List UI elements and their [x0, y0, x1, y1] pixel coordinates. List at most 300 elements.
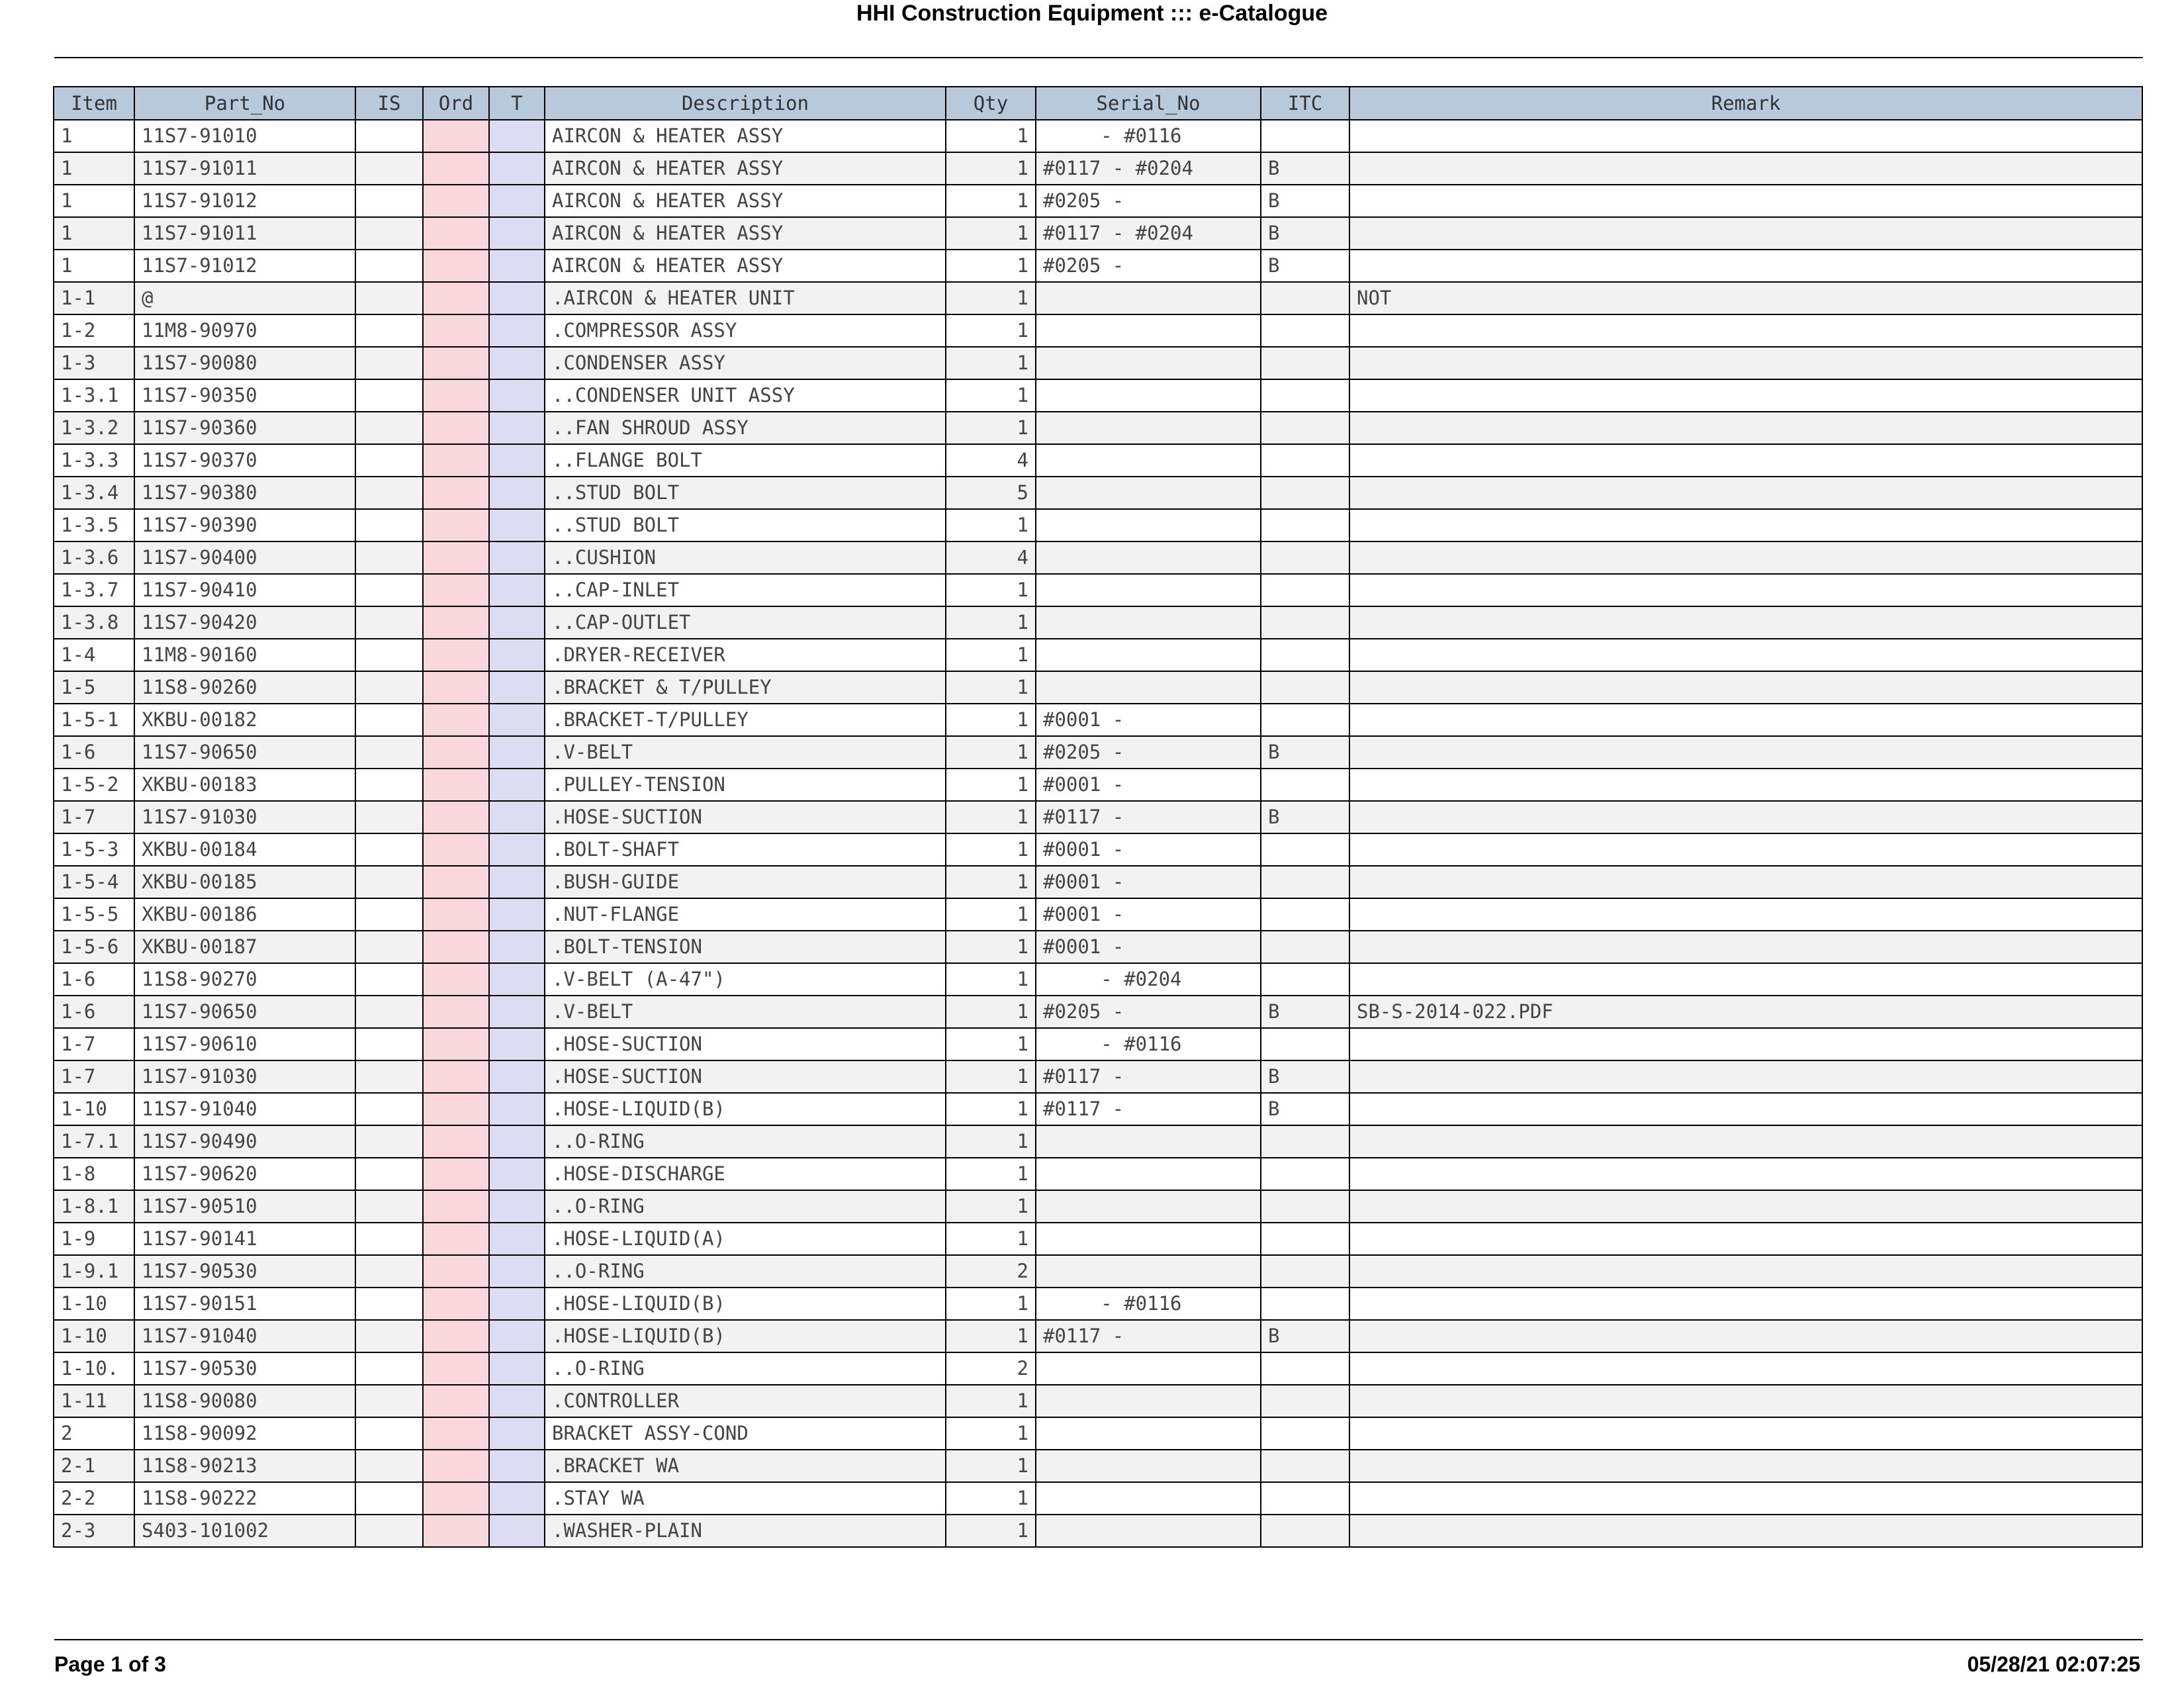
cell-serial	[1036, 606, 1261, 639]
table-row[interactable]	[54, 931, 2142, 963]
cell-item: 1-3.5	[54, 509, 134, 541]
table-row[interactable]	[54, 1320, 2142, 1352]
cell-desc: ..STUD BOLT	[545, 509, 946, 541]
cell-ord	[423, 1450, 489, 1482]
column-header-t[interactable]: T	[489, 87, 545, 120]
column-header-item[interactable]: Item	[54, 87, 134, 120]
cell-t	[489, 1385, 545, 1417]
table-row[interactable]	[54, 996, 2142, 1028]
cell-is	[355, 379, 423, 412]
cell-t	[489, 412, 545, 444]
cell-qty: 1	[946, 704, 1036, 736]
cell-desc: .HOSE-SUCTION	[545, 801, 946, 833]
cell-part: 11S7-90620	[134, 1158, 355, 1190]
cell-remark	[1349, 250, 2142, 282]
cell-item: 1-2	[54, 314, 134, 347]
cell-remark	[1349, 1190, 2142, 1223]
table-row[interactable]	[54, 606, 2142, 639]
cell-item: 2-2	[54, 1482, 134, 1515]
cell-t	[489, 444, 545, 477]
cell-ord	[423, 1028, 489, 1060]
cell-t	[489, 120, 545, 152]
cell-part: XKBU-00182	[134, 704, 355, 736]
cell-desc: .CONTROLLER	[545, 1385, 946, 1417]
column-header-description[interactable]: Description	[545, 87, 946, 120]
cell-ord	[423, 1190, 489, 1223]
cell-t	[489, 1125, 545, 1158]
cell-qty: 1	[946, 1093, 1036, 1125]
cell-itc	[1261, 1190, 1349, 1223]
cell-item: 1-3.3	[54, 444, 134, 477]
table-row[interactable]	[54, 412, 2142, 444]
cell-is	[355, 963, 423, 996]
cell-serial	[1036, 412, 1261, 444]
table-row[interactable]	[54, 1515, 2142, 1547]
cell-part: XKBU-00187	[134, 931, 355, 963]
cell-ord	[423, 314, 489, 347]
cell-part: XKBU-00186	[134, 898, 355, 931]
cell-desc: ..FAN SHROUD ASSY	[545, 412, 946, 444]
cell-part: 11S7-91011	[134, 152, 355, 185]
table-row[interactable]	[54, 1093, 2142, 1125]
cell-is	[355, 1450, 423, 1482]
cell-remark	[1349, 1515, 2142, 1547]
cell-itc	[1261, 1352, 1349, 1385]
table-row[interactable]	[54, 769, 2142, 801]
cell-itc	[1261, 639, 1349, 671]
table-row[interactable]	[54, 1482, 2142, 1515]
cell-desc: .AIRCON & HEATER UNIT	[545, 282, 946, 314]
cell-item: 1-10	[54, 1320, 134, 1352]
cell-qty: 1	[946, 152, 1036, 185]
cell-part: 11S7-90350	[134, 379, 355, 412]
table-row[interactable]	[54, 1060, 2142, 1093]
cell-item: 1-3.2	[54, 412, 134, 444]
cell-qty: 1	[946, 1190, 1036, 1223]
cell-desc: .BRACKET & T/PULLEY	[545, 671, 946, 704]
cell-serial: - #0116	[1036, 1288, 1261, 1320]
cell-remark	[1349, 1320, 2142, 1352]
cell-ord	[423, 509, 489, 541]
cell-remark	[1349, 541, 2142, 574]
cell-ord	[423, 412, 489, 444]
cell-serial	[1036, 1450, 1261, 1482]
footer-divider	[54, 1639, 2143, 1640]
cell-part: 11S7-90650	[134, 736, 355, 769]
cell-desc: .HOSE-LIQUID(B)	[545, 1320, 946, 1352]
cell-remark	[1349, 347, 2142, 379]
table-row[interactable]	[54, 250, 2142, 282]
cell-serial: #0117 - #0204	[1036, 217, 1261, 250]
column-header-serial-no[interactable]: Serial_No	[1036, 87, 1261, 120]
parts-table	[53, 86, 2143, 1548]
table-row[interactable]	[54, 541, 2142, 574]
cell-remark	[1349, 120, 2142, 152]
cell-item: 1-7.1	[54, 1125, 134, 1158]
cell-is	[355, 120, 423, 152]
cell-itc	[1261, 477, 1349, 509]
cell-remark	[1349, 606, 2142, 639]
cell-is	[355, 898, 423, 931]
cell-desc: .STAY WA	[545, 1482, 946, 1515]
table-row[interactable]	[54, 833, 2142, 866]
cell-remark	[1349, 801, 2142, 833]
cell-itc: B	[1261, 217, 1349, 250]
cell-is	[355, 704, 423, 736]
cell-itc	[1261, 1223, 1349, 1255]
cell-remark	[1349, 477, 2142, 509]
cell-itc	[1261, 1255, 1349, 1288]
cell-serial	[1036, 1352, 1261, 1385]
cell-t	[489, 477, 545, 509]
cell-ord	[423, 833, 489, 866]
cell-serial	[1036, 574, 1261, 606]
cell-t	[489, 1158, 545, 1190]
cell-serial	[1036, 1255, 1261, 1288]
table-row[interactable]	[54, 639, 2142, 671]
cell-qty: 1	[946, 769, 1036, 801]
cell-t	[489, 217, 545, 250]
cell-remark	[1349, 833, 2142, 866]
cell-desc: .COMPRESSOR ASSY	[545, 314, 946, 347]
cell-ord	[423, 801, 489, 833]
cell-ord	[423, 217, 489, 250]
cell-serial: #0117 -	[1036, 1320, 1261, 1352]
cell-desc: .HOSE-LIQUID(B)	[545, 1093, 946, 1125]
cell-itc: B	[1261, 185, 1349, 217]
cell-t	[489, 704, 545, 736]
cell-remark	[1349, 1060, 2142, 1093]
cell-itc	[1261, 866, 1349, 898]
table-row[interactable]	[54, 314, 2142, 347]
cell-ord	[423, 898, 489, 931]
cell-qty: 4	[946, 541, 1036, 574]
cell-itc	[1261, 1482, 1349, 1515]
cell-qty: 1	[946, 736, 1036, 769]
cell-remark	[1349, 1125, 2142, 1158]
cell-t	[489, 282, 545, 314]
cell-ord	[423, 1093, 489, 1125]
cell-ord	[423, 574, 489, 606]
table-row[interactable]	[54, 1125, 2142, 1158]
cell-t	[489, 769, 545, 801]
cell-qty: 1	[946, 606, 1036, 639]
cell-is	[355, 152, 423, 185]
cell-qty: 1	[946, 379, 1036, 412]
cell-qty: 1	[946, 282, 1036, 314]
cell-qty: 1	[946, 1158, 1036, 1190]
column-header-qty[interactable]: Qty	[946, 87, 1036, 120]
cell-t	[489, 574, 545, 606]
page-title: HHI Construction Equipment ::: e-Catalogue	[856, 1, 1328, 26]
cell-part: 11S7-90420	[134, 606, 355, 639]
cell-part: 11S7-91012	[134, 185, 355, 217]
cell-desc: .HOSE-LIQUID(B)	[545, 1288, 946, 1320]
cell-part: 11S7-90080	[134, 347, 355, 379]
cell-qty: 1	[946, 1028, 1036, 1060]
cell-remark	[1349, 152, 2142, 185]
cell-item: 2-1	[54, 1450, 134, 1482]
cell-item: 1-3.6	[54, 541, 134, 574]
table-row[interactable]	[54, 185, 2142, 217]
cell-desc: .HOSE-SUCTION	[545, 1028, 946, 1060]
table-row[interactable]	[54, 217, 2142, 250]
cell-itc	[1261, 412, 1349, 444]
cell-item: 1-5-6	[54, 931, 134, 963]
cell-itc	[1261, 1450, 1349, 1482]
table-row[interactable]	[54, 379, 2142, 412]
cell-part: 11M8-90970	[134, 314, 355, 347]
cell-t	[489, 1417, 545, 1450]
table-row[interactable]	[54, 1255, 2142, 1288]
cell-serial	[1036, 1482, 1261, 1515]
cell-serial	[1036, 1223, 1261, 1255]
cell-is	[355, 866, 423, 898]
cell-remark	[1349, 574, 2142, 606]
table-row[interactable]	[54, 152, 2142, 185]
cell-item: 1-10	[54, 1093, 134, 1125]
cell-desc: ..CAP-OUTLET	[545, 606, 946, 639]
cell-qty: 1	[946, 898, 1036, 931]
table-row[interactable]	[54, 477, 2142, 509]
cell-remark	[1349, 1158, 2142, 1190]
table-row[interactable]	[54, 1385, 2142, 1417]
cell-t	[489, 898, 545, 931]
cell-part: 11S8-90270	[134, 963, 355, 996]
cell-t	[489, 152, 545, 185]
cell-part: 11S8-90080	[134, 1385, 355, 1417]
cell-serial: - #0204	[1036, 963, 1261, 996]
cell-t	[489, 801, 545, 833]
cell-part: 11S7-91040	[134, 1093, 355, 1125]
table-row[interactable]	[54, 736, 2142, 769]
cell-part: 11S7-91030	[134, 801, 355, 833]
cell-ord	[423, 282, 489, 314]
cell-t	[489, 1515, 545, 1547]
cell-is	[355, 639, 423, 671]
cell-qty: 1	[946, 1060, 1036, 1093]
cell-part: 11S7-90380	[134, 477, 355, 509]
cell-qty: 1	[946, 866, 1036, 898]
cell-item: 1-7	[54, 801, 134, 833]
table-row[interactable]	[54, 347, 2142, 379]
cell-remark	[1349, 509, 2142, 541]
column-header-ord[interactable]: Ord	[423, 87, 489, 120]
cell-t	[489, 379, 545, 412]
cell-item: 1-3.7	[54, 574, 134, 606]
cell-item: 1	[54, 217, 134, 250]
cell-serial: - #0116	[1036, 1028, 1261, 1060]
cell-remark	[1349, 704, 2142, 736]
cell-ord	[423, 1417, 489, 1450]
cell-remark: NOT	[1349, 282, 2142, 314]
cell-itc	[1261, 898, 1349, 931]
cell-is	[355, 769, 423, 801]
cell-ord	[423, 1320, 489, 1352]
cell-is	[355, 1385, 423, 1417]
cell-itc	[1261, 833, 1349, 866]
cell-qty: 1	[946, 1450, 1036, 1482]
cell-is	[355, 1515, 423, 1547]
parts-table-body	[54, 120, 2142, 1547]
cell-t	[489, 1060, 545, 1093]
cell-t	[489, 1352, 545, 1385]
cell-qty: 4	[946, 444, 1036, 477]
cell-part: 11S7-90490	[134, 1125, 355, 1158]
table-row[interactable]	[54, 671, 2142, 704]
cell-part: XKBU-00183	[134, 769, 355, 801]
cell-part: XKBU-00184	[134, 833, 355, 866]
cell-remark	[1349, 866, 2142, 898]
cell-qty: 1	[946, 1125, 1036, 1158]
cell-serial	[1036, 1417, 1261, 1450]
table-row[interactable]	[54, 866, 2142, 898]
table-row[interactable]	[54, 801, 2142, 833]
cell-desc: .CONDENSER ASSY	[545, 347, 946, 379]
table-row[interactable]	[54, 1352, 2142, 1385]
cell-serial: #0001 -	[1036, 769, 1261, 801]
cell-item: 1-10	[54, 1288, 134, 1320]
table-row[interactable]	[54, 963, 2142, 996]
table-row[interactable]	[54, 1190, 2142, 1223]
cell-qty: 1	[946, 1417, 1036, 1450]
cell-is	[355, 1158, 423, 1190]
cell-t	[489, 250, 545, 282]
table-row[interactable]	[54, 1223, 2142, 1255]
cell-part: 11S8-90260	[134, 671, 355, 704]
cell-itc	[1261, 282, 1349, 314]
cell-is	[355, 574, 423, 606]
column-header-remark[interactable]: Remark	[1349, 87, 2142, 120]
column-header-is[interactable]: IS	[355, 87, 423, 120]
cell-ord	[423, 185, 489, 217]
cell-serial	[1036, 1190, 1261, 1223]
table-row[interactable]	[54, 120, 2142, 152]
cell-t	[489, 314, 545, 347]
table-row[interactable]	[54, 1417, 2142, 1450]
cell-itc	[1261, 963, 1349, 996]
cell-qty: 1	[946, 250, 1036, 282]
cell-itc	[1261, 1417, 1349, 1450]
cell-ord	[423, 1385, 489, 1417]
cell-itc	[1261, 120, 1349, 152]
cell-itc	[1261, 1515, 1349, 1547]
cell-is	[355, 833, 423, 866]
cell-part: XKBU-00185	[134, 866, 355, 898]
cell-is	[355, 282, 423, 314]
cell-serial	[1036, 314, 1261, 347]
cell-item: 1-7	[54, 1060, 134, 1093]
column-header-part-no[interactable]: Part_No	[134, 87, 355, 120]
table-row[interactable]	[54, 574, 2142, 606]
cell-remark	[1349, 1450, 2142, 1482]
cell-ord	[423, 541, 489, 574]
table-row[interactable]	[54, 704, 2142, 736]
cell-desc: .BUSH-GUIDE	[545, 866, 946, 898]
cell-serial	[1036, 541, 1261, 574]
cell-part: 11S7-90400	[134, 541, 355, 574]
cell-serial: #0205 -	[1036, 185, 1261, 217]
cell-serial: #0205 -	[1036, 736, 1261, 769]
cell-t	[489, 866, 545, 898]
cell-ord	[423, 769, 489, 801]
cell-qty: 1	[946, 833, 1036, 866]
cell-ord	[423, 250, 489, 282]
table-row[interactable]	[54, 1028, 2142, 1060]
cell-remark	[1349, 671, 2142, 704]
table-row[interactable]	[54, 1288, 2142, 1320]
cell-desc: ..CAP-INLET	[545, 574, 946, 606]
cell-part: 11S7-90360	[134, 412, 355, 444]
cell-item: 1-5-5	[54, 898, 134, 931]
cell-remark	[1349, 1352, 2142, 1385]
cell-qty: 1	[946, 412, 1036, 444]
cell-ord	[423, 1223, 489, 1255]
cell-item: 1-8.1	[54, 1190, 134, 1223]
cell-desc: .V-BELT	[545, 736, 946, 769]
cell-itc	[1261, 444, 1349, 477]
cell-part: 11S7-90530	[134, 1352, 355, 1385]
cell-qty: 1	[946, 1223, 1036, 1255]
cell-ord	[423, 866, 489, 898]
cell-ord	[423, 671, 489, 704]
cell-remark	[1349, 1288, 2142, 1320]
cell-item: 1-9	[54, 1223, 134, 1255]
header-divider	[54, 57, 2143, 58]
cell-qty: 1	[946, 574, 1036, 606]
cell-is	[355, 1093, 423, 1125]
cell-qty: 1	[946, 1288, 1036, 1320]
cell-itc	[1261, 606, 1349, 639]
cell-item: 1-5-3	[54, 833, 134, 866]
cell-ord	[423, 477, 489, 509]
table-row[interactable]	[54, 444, 2142, 477]
cell-itc	[1261, 671, 1349, 704]
cell-desc: ..O-RING	[545, 1190, 946, 1223]
cell-itc	[1261, 509, 1349, 541]
cell-remark	[1349, 412, 2142, 444]
cell-itc	[1261, 379, 1349, 412]
table-row[interactable]	[54, 1158, 2142, 1190]
table-row[interactable]	[54, 509, 2142, 541]
cell-desc: .HOSE-DISCHARGE	[545, 1158, 946, 1190]
cell-ord	[423, 639, 489, 671]
cell-ord	[423, 1060, 489, 1093]
cell-itc	[1261, 347, 1349, 379]
cell-qty: 2	[946, 1352, 1036, 1385]
cell-serial	[1036, 282, 1261, 314]
column-header-itc[interactable]: ITC	[1261, 87, 1349, 120]
cell-t	[489, 347, 545, 379]
cell-is	[355, 1288, 423, 1320]
cell-desc: ..O-RING	[545, 1352, 946, 1385]
cell-itc: B	[1261, 1320, 1349, 1352]
cell-item: 1-6	[54, 736, 134, 769]
cell-is	[355, 1417, 423, 1450]
cell-desc: ..O-RING	[545, 1255, 946, 1288]
table-row[interactable]	[54, 282, 2142, 314]
cell-serial: #0001 -	[1036, 866, 1261, 898]
cell-qty: 1	[946, 1482, 1036, 1515]
cell-ord	[423, 931, 489, 963]
cell-desc: AIRCON & HEATER ASSY	[545, 250, 946, 282]
cell-desc: .BRACKET WA	[545, 1450, 946, 1482]
cell-qty: 2	[946, 1255, 1036, 1288]
table-row[interactable]	[54, 898, 2142, 931]
cell-serial	[1036, 1385, 1261, 1417]
cell-qty: 1	[946, 120, 1036, 152]
table-row[interactable]	[54, 1450, 2142, 1482]
